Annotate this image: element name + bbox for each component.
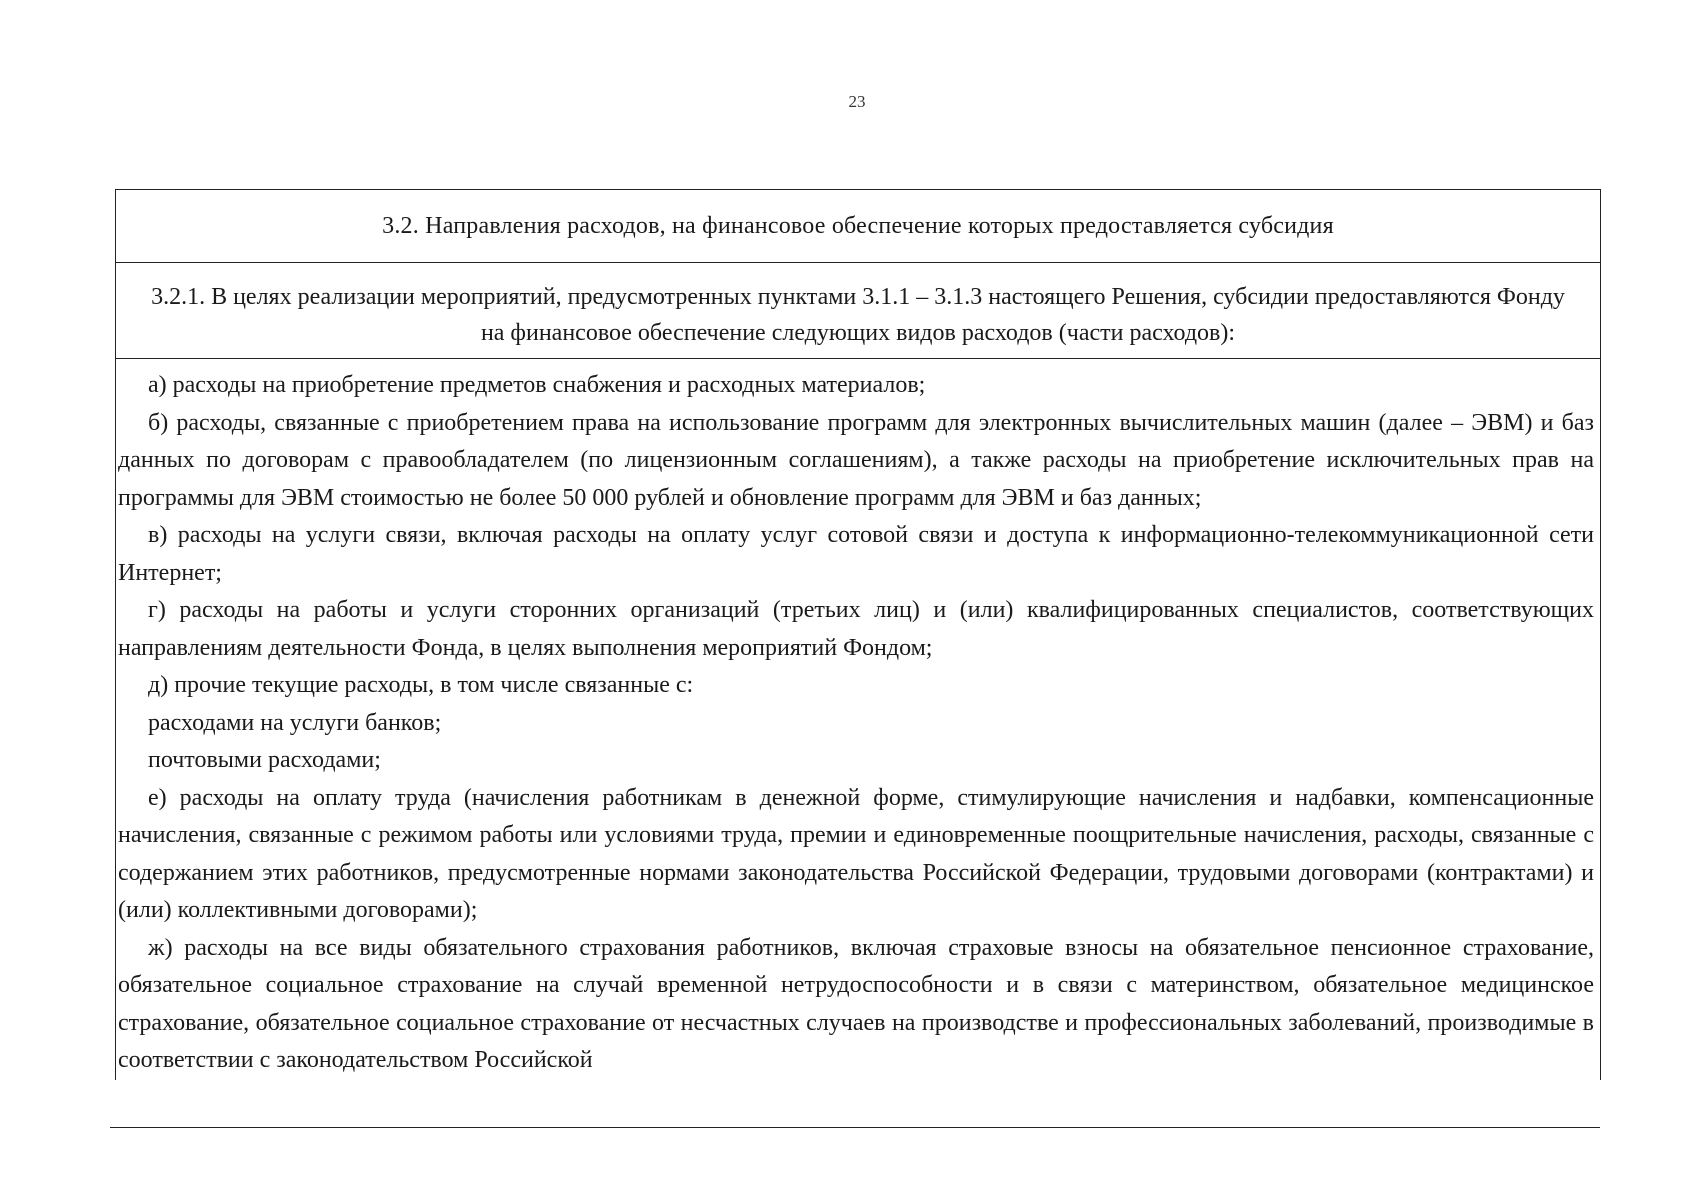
section-body [116, 359, 1600, 1080]
item-v: в) расходы на услуги связи, включая расходы на оплату услуг сотовой связи и доступа к информационно-телекоммуникационной сети Интернет; [118, 522, 1594, 586]
item-b: б) расходы, связанные с приобретением права на использование программ для электронных вычислительных машин (далее – ЭВМ) и баз данных по договорам с правообладателем (по лицензионным соглашениям), а также расходы на приобретение исключительных прав на программы для ЭВМ стоимостью не более 50 000 рублей и обновление программ для ЭВМ и баз данных; [118, 409, 1594, 511]
item-d-postal: почтовыми расходами; [148, 747, 381, 773]
page-number: 23 [848, 92, 866, 111]
item-e: е) расходы на оплату труда (начисления работникам в денежной форме, стимулирующие начисления и надбавки, компенсационные начисления, связанные с режимом работы или условиями труда, премии и единовременные поощрительные начисления, расходы, связанные с содержанием этих работников, предусмотренные нормами законодательства Российской Федерации, трудовыми договорами (контрактами) и (или) коллективными договорами); [118, 784, 1594, 923]
item-g: г) расходы на работы и услуги сторонних организаций (третьих лиц) и (или) квалифицированных специалистов, соответствующих направлениям деятельности Фонда, в целях выполнения мероприятий Фондом; [118, 597, 1594, 661]
section-table [115, 189, 1601, 1080]
item-a: а) расходы на приобретение предметов снабжения и расходных материалов; [148, 372, 926, 398]
section-heading: 3.2. Направления расходов, на финансовое обеспечение которых предоставляется субсидия [116, 190, 1600, 263]
item-zh: ж) расходы на все виды обязательного страхования работников, включая страховые взносы на обязательное пенсионное страхование, обязательное социальное страхование на случай временной нетрудоспособности и в связи с материнством, обязательное медицинское страхование, обязательное социальное страхование от несчастных случаев на производстве и профессиональных заболеваний, производимые в соответствии с законодательством Российской [118, 934, 1594, 1073]
item-d: д) прочие текущие расходы, в том числе связанные с: [148, 672, 694, 698]
item-d-bank-services: расходами на услуги банков; [148, 709, 442, 736]
section-subheading: 3.2.1. В целях реализации мероприятий, предусмотренных пунктами 3.1.1 – 3.1.3 настоящего Решения, субсидии предоставляются Фонду на финансовое обеспечение следующих видов расходов (части расходов): [116, 263, 1600, 359]
table-bottom-border [110, 1127, 1600, 1128]
